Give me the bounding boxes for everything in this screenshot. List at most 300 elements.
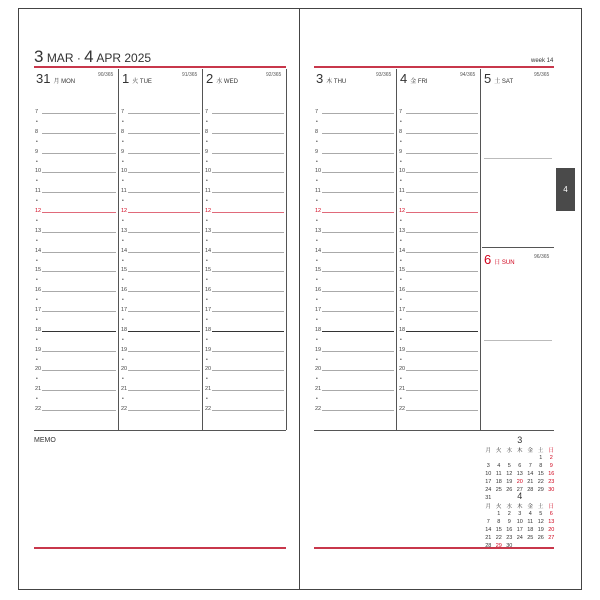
cal-day: 29: [537, 487, 544, 493]
hour-label-14: 14: [205, 247, 212, 254]
hour-label-10: 10: [121, 168, 128, 175]
day-header-right-1[interactable]: [400, 70, 428, 88]
hour-label-14: 14: [121, 247, 128, 254]
half-hour-dot: •: [206, 237, 208, 244]
hour-label-8: 8: [315, 128, 319, 135]
half-hour-dot: •: [316, 316, 318, 323]
hour-line: [42, 410, 116, 411]
hour-line: [212, 133, 284, 134]
cal-day: 11: [495, 471, 502, 477]
half-hour-dot: •: [316, 118, 318, 125]
cal-day: 10: [485, 471, 492, 477]
half-hour-dot: •: [316, 376, 318, 383]
hour-line: [42, 172, 116, 173]
hour-label-21: 21: [399, 386, 406, 393]
half-hour-dot: •: [36, 376, 38, 383]
column-divider: [118, 69, 119, 430]
cal-day: 15: [495, 527, 502, 533]
cal-day: 7: [486, 519, 490, 525]
cal-day: 2: [549, 455, 553, 461]
day-weekday: 火 TUE: [132, 79, 152, 85]
half-hour-dot: •: [400, 257, 402, 264]
hour-label-21: 21: [315, 386, 322, 393]
half-hour-dot: •: [316, 178, 318, 185]
hour-line: [406, 252, 478, 253]
cal-march-month: 3: [517, 435, 523, 445]
half-hour-dot: •: [122, 198, 124, 205]
hour-label-12: 12: [121, 208, 128, 214]
half-hour-dot: •: [36, 158, 38, 165]
cal-day: [536, 542, 547, 550]
hour-label-18: 18: [205, 326, 212, 333]
day-number: 2: [206, 71, 214, 86]
half-hour-dot: •: [400, 297, 402, 304]
half-hour-dot: •: [36, 178, 38, 185]
cal-weekday: 日: [548, 504, 554, 510]
hour-line: [128, 133, 200, 134]
half-hour-dot: •: [206, 376, 208, 383]
cal-week-row: [483, 526, 557, 534]
hour-line: [128, 172, 200, 173]
day-header-left-2[interactable]: [206, 70, 238, 88]
hour-line: [42, 192, 116, 193]
cal-day: 17: [516, 527, 523, 533]
hour-label-19: 19: [205, 346, 212, 353]
header-title: [34, 47, 151, 67]
cal-day: 14: [485, 527, 492, 533]
grid-bottom-line-right: [314, 430, 554, 431]
half-hour-dot: •: [122, 316, 124, 323]
hour-label-7: 7: [205, 109, 209, 115]
cal-day: 3: [518, 511, 522, 517]
hour-label-7: 7: [315, 109, 319, 115]
cal-day: 25: [495, 487, 502, 493]
hour-label-17: 17: [121, 307, 128, 313]
half-hour-dot: •: [400, 237, 402, 244]
cal-day: 24: [485, 487, 492, 493]
cal-day: 2: [507, 511, 511, 517]
cal-weekday: 土: [537, 504, 544, 510]
hour-line: [406, 311, 478, 312]
half-hour-dot: •: [400, 376, 402, 383]
half-hour-dot: •: [122, 396, 124, 403]
cal-day: [525, 542, 536, 550]
half-hour-dot: •: [400, 138, 402, 145]
hour-label-14: 14: [399, 247, 406, 254]
hour-line: [128, 351, 200, 352]
column-divider: [202, 69, 203, 430]
hour-label-18: 18: [315, 326, 322, 333]
hour-label-14: 14: [315, 247, 322, 254]
header-red-line-right: [314, 66, 554, 68]
hour-line: [322, 410, 394, 411]
hour-label-13: 13: [121, 227, 128, 234]
cal-day: [515, 542, 526, 550]
cal-day: 22: [537, 479, 544, 485]
cal-day: 13: [516, 471, 523, 477]
cal-day: 12: [506, 471, 513, 477]
day-header-right-0[interactable]: [316, 70, 346, 88]
cal-day: 26: [537, 535, 544, 541]
hour-line: [212, 212, 284, 213]
cal-weekday: 日: [548, 448, 554, 454]
cal-weekday: 月: [485, 448, 491, 454]
hour-line: [128, 153, 200, 154]
half-hour-dot: •: [122, 336, 124, 343]
half-hour-dot: •: [122, 237, 124, 244]
half-hour-dot: •: [316, 277, 318, 284]
day-header-left-0[interactable]: [36, 70, 75, 88]
half-hour-dot: •: [316, 198, 318, 205]
day-count-left-2: 92/365: [266, 72, 282, 78]
hour-label-20: 20: [315, 366, 322, 373]
month-end: 4: [84, 47, 94, 66]
month-start: 3: [34, 47, 44, 66]
hour-line: [322, 172, 394, 173]
cal-day: 18: [527, 527, 534, 533]
hour-label-19: 19: [121, 346, 128, 353]
hour-line: [212, 351, 284, 352]
hour-label-20: 20: [399, 366, 406, 373]
hour-line: [406, 212, 478, 213]
half-hour-dot: •: [36, 297, 38, 304]
hour-line: [322, 370, 394, 371]
cal-day: 5: [539, 511, 543, 517]
half-hour-dot: •: [206, 158, 208, 165]
half-hour-dot: •: [122, 277, 124, 284]
cal-week-row: [483, 542, 557, 550]
cal-weekday-row: [483, 446, 557, 454]
hour-line: [212, 252, 284, 253]
half-hour-dot: •: [36, 336, 38, 343]
hour-label-22: 22: [315, 406, 322, 412]
half-hour-dot: •: [206, 316, 208, 323]
day-number: 31: [36, 71, 51, 86]
hour-label-11: 11: [35, 188, 41, 195]
hour-line: [322, 212, 394, 213]
column-divider: [396, 69, 397, 430]
hour-label-21: 21: [205, 386, 212, 393]
cal-day: 31: [485, 495, 492, 501]
cal-day: [515, 454, 526, 462]
hour-line: [212, 410, 284, 411]
cal-week-row: [483, 470, 557, 478]
hour-label-22: 22: [121, 406, 128, 412]
half-hour-dot: •: [400, 277, 402, 284]
header-red-line-left: [34, 66, 286, 68]
cal-weekday: 火: [495, 504, 502, 510]
half-hour-dot: •: [206, 118, 208, 125]
hour-line: [42, 212, 116, 213]
month-end-name: APR: [96, 51, 121, 65]
half-hour-dot: •: [36, 257, 38, 264]
half-hour-dot: •: [316, 336, 318, 343]
half-hour-dot: •: [36, 277, 38, 284]
footer-red-line-left: [34, 547, 286, 549]
hour-line: [42, 133, 116, 134]
hour-line: [128, 232, 200, 233]
half-hour-dot: •: [36, 118, 38, 125]
half-hour-dot: •: [206, 138, 208, 145]
cal-day: 25: [527, 535, 534, 541]
half-hour-dot: •: [400, 356, 402, 363]
cal-weekday: 水: [506, 448, 512, 454]
cal-day: 23: [506, 535, 513, 541]
cal-day: 20: [548, 527, 555, 533]
day-weekday: 木 THU: [326, 79, 347, 85]
hour-label-21: 21: [35, 386, 42, 393]
hour-label-11: 11: [315, 188, 321, 195]
hour-line: [322, 192, 394, 193]
day-weekday: 金 FRI: [410, 79, 428, 85]
hour-line: [322, 153, 394, 154]
hour-label-20: 20: [205, 366, 212, 373]
hour-label-12: 12: [205, 208, 212, 214]
cal-day: 16: [506, 527, 513, 533]
hour-label-18: 18: [399, 326, 406, 333]
hour-label-16: 16: [315, 287, 322, 294]
half-hour-dot: •: [36, 316, 38, 323]
day-number: 3: [316, 71, 324, 86]
cal-day: 10: [516, 519, 523, 525]
hour-label-16: 16: [35, 287, 42, 294]
hour-label-12: 12: [35, 208, 42, 214]
cal-week-row: [483, 462, 557, 470]
hour-line: [406, 153, 478, 154]
hour-label-10: 10: [315, 168, 322, 175]
month-start-name: MAR: [46, 51, 74, 65]
cal-weekday: 月: [485, 504, 491, 510]
hour-label-10: 10: [35, 168, 42, 175]
cal-weekday: 金: [527, 504, 533, 510]
hour-line: [128, 271, 200, 272]
day-count-left-1: 91/365: [182, 72, 198, 78]
hour-label-15: 15: [315, 267, 322, 274]
cal-day: 14: [527, 471, 534, 477]
hour-label-19: 19: [399, 346, 406, 353]
cal-april-table: [483, 502, 557, 550]
day-number: 6: [484, 252, 492, 267]
hour-label-13: 13: [315, 227, 322, 234]
cal-day: 20: [516, 479, 523, 485]
day-header-left-1[interactable]: [122, 70, 152, 88]
half-hour-dot: •: [400, 396, 402, 403]
cal-day: 4: [528, 511, 532, 517]
hour-line: [42, 390, 116, 391]
hour-line: [212, 271, 284, 272]
hour-line: [42, 351, 116, 352]
half-hour-dot: •: [36, 356, 38, 363]
hour-label-9: 9: [205, 148, 209, 155]
hour-label-13: 13: [205, 227, 212, 234]
hour-label-13: 13: [399, 227, 406, 234]
cal-day: 22: [495, 535, 502, 541]
hour-label-17: 17: [205, 307, 212, 313]
cal-day: 8: [497, 519, 501, 525]
cal-week-row: [483, 518, 557, 526]
hour-label-9: 9: [35, 148, 39, 155]
month-tab[interactable]: 4: [556, 168, 575, 211]
hour-line: [212, 232, 284, 233]
day-count-right-1: 94/365: [460, 72, 476, 78]
half-hour-dot: •: [316, 257, 318, 264]
half-hour-dot: •: [36, 198, 38, 205]
day-weekday: 水 WED: [216, 79, 238, 85]
cal-weekday: 土: [537, 448, 544, 454]
hour-line: [42, 153, 116, 154]
half-hour-dot: •: [206, 198, 208, 205]
hour-line: [406, 172, 478, 173]
hour-label-13: 13: [35, 227, 42, 234]
cal-day: 18: [495, 479, 502, 485]
half-hour-dot: •: [316, 297, 318, 304]
hour-line: [128, 390, 200, 391]
cal-day: 29: [495, 543, 502, 549]
half-hour-dot: •: [400, 316, 402, 323]
hour-label-9: 9: [399, 148, 403, 155]
day-number: 5: [484, 71, 492, 86]
hour-label-17: 17: [35, 307, 42, 313]
hour-line: [406, 390, 478, 391]
hour-line: [212, 153, 284, 154]
day-count-sun: 96/365: [534, 254, 550, 260]
cal-day: 6: [518, 463, 522, 469]
memo-label: MEMO: [34, 437, 56, 444]
hour-label-18: 18: [121, 326, 128, 333]
hour-label-19: 19: [35, 346, 42, 353]
half-hour-dot: •: [400, 178, 402, 185]
hour-line: [322, 113, 394, 114]
hour-line: [406, 370, 478, 371]
cal-day: 5: [507, 463, 511, 469]
hour-label-7: 7: [35, 109, 39, 115]
half-hour-dot: •: [206, 396, 208, 403]
day-number: 4: [400, 71, 408, 86]
cal-weekday: 火: [495, 448, 502, 454]
cal-day: 28: [527, 487, 534, 493]
day-number: 1: [122, 71, 130, 86]
hour-line: [128, 311, 200, 312]
column-divider: [480, 69, 481, 430]
day-count-left-0: 90/365: [98, 72, 114, 78]
hour-line: [128, 192, 200, 193]
half-hour-dot: •: [316, 217, 318, 224]
hour-label-16: 16: [205, 287, 212, 294]
hour-line: [128, 212, 200, 213]
cal-day: 1: [497, 511, 501, 517]
cal-day: 7: [528, 463, 532, 469]
day-header-sat[interactable]: [484, 70, 513, 88]
hour-line: [42, 291, 116, 292]
hour-line: [322, 271, 394, 272]
day-weekday: 日 SUN: [494, 260, 515, 266]
half-hour-dot: •: [122, 376, 124, 383]
half-hour-dot: •: [316, 158, 318, 165]
cal-day: [546, 542, 557, 550]
cal-day: 4: [497, 463, 501, 469]
cal-day: [525, 454, 536, 462]
hour-label-9: 9: [315, 148, 319, 155]
hour-label-11: 11: [121, 188, 127, 195]
hour-line: [128, 291, 200, 292]
half-hour-dot: •: [122, 297, 124, 304]
day-header-sun[interactable]: [484, 251, 515, 269]
hour-label-8: 8: [35, 128, 39, 135]
half-hour-dot: •: [122, 217, 124, 224]
week-label: week 14: [531, 58, 554, 64]
hour-line: [212, 331, 284, 332]
hour-line: [322, 232, 394, 233]
hour-line: [322, 252, 394, 253]
half-hour-dot: •: [400, 336, 402, 343]
hour-label-20: 20: [35, 366, 42, 373]
half-hour-dot: •: [316, 356, 318, 363]
sun-mid-line: [484, 340, 552, 341]
cal-day: [494, 454, 505, 462]
half-hour-dot: •: [400, 158, 402, 165]
hour-line: [42, 331, 116, 332]
hour-line: [212, 192, 284, 193]
hour-line: [212, 113, 284, 114]
cal-day: 9: [549, 463, 553, 469]
half-hour-dot: •: [36, 396, 38, 403]
hour-label-10: 10: [205, 168, 212, 175]
hour-label-16: 16: [399, 287, 406, 294]
cal-day: 30: [548, 487, 555, 493]
hour-line: [322, 351, 394, 352]
hour-line: [322, 331, 394, 332]
sat-sun-divider: [482, 247, 554, 248]
half-hour-dot: •: [122, 178, 124, 185]
hour-label-22: 22: [205, 406, 212, 412]
day-count-sat: 95/365: [534, 72, 550, 78]
grid-bottom-line-left: [34, 430, 286, 431]
half-hour-dot: •: [206, 356, 208, 363]
half-hour-dot: •: [36, 237, 38, 244]
half-hour-dot: •: [122, 257, 124, 264]
hour-label-17: 17: [399, 307, 406, 313]
hour-line: [322, 390, 394, 391]
hour-line: [128, 331, 200, 332]
cal-day: 21: [485, 535, 492, 541]
header-dot: ·: [76, 51, 81, 65]
half-hour-dot: •: [122, 138, 124, 145]
cal-weekday: 木: [516, 504, 523, 510]
hour-line: [128, 113, 200, 114]
half-hour-dot: •: [206, 297, 208, 304]
cal-day: 21: [527, 479, 534, 485]
hour-line: [406, 331, 478, 332]
day-weekday: 土 SAT: [494, 79, 514, 85]
hour-line: [406, 113, 478, 114]
hour-label-8: 8: [205, 128, 209, 135]
hour-line: [42, 252, 116, 253]
hour-line: [322, 133, 394, 134]
cal-day: 24: [516, 535, 523, 541]
hour-line: [212, 370, 284, 371]
day-weekday: 月 MON: [53, 79, 76, 85]
cal-week-row: [483, 454, 557, 462]
hour-label-19: 19: [315, 346, 322, 353]
hour-label-12: 12: [399, 208, 406, 214]
column-divider: [286, 69, 287, 430]
hour-line: [42, 271, 116, 272]
hour-label-7: 7: [399, 109, 403, 115]
hour-label-22: 22: [399, 406, 406, 412]
cal-day: 3: [486, 463, 490, 469]
cal-day: [483, 454, 494, 462]
hour-line: [128, 252, 200, 253]
